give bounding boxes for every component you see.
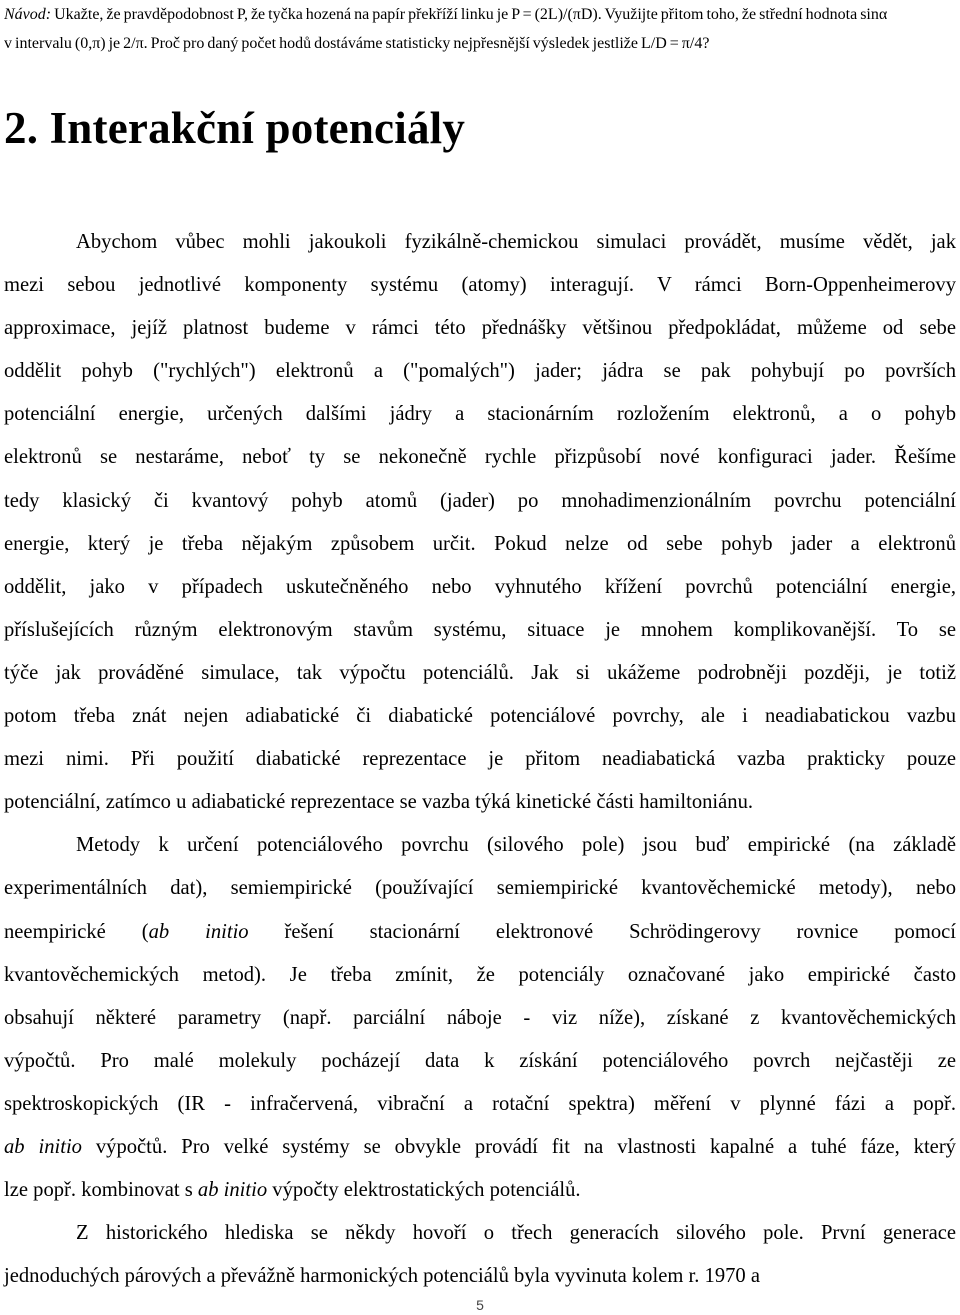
text-line: neempirické (ab initio řešení stacionární elektronové Schrödingerovy rovnice pomocí [4, 920, 957, 943]
page-number: 5 [476, 1297, 484, 1313]
text-line: potenciální energie, určených dalšími jádry a stacionárním rozložením elektronů, a o pohyb [4, 403, 956, 426]
text-line: Metody k určení potenciálového povrchu (silového pole) jsou buď empirické (na základě [76, 834, 956, 857]
text-line: týče jak prováděné simulace, tak výpočtu potenciálů. Jak si ukážeme podrobněji později, je totiž [4, 661, 956, 684]
section-body [4, 221, 956, 1298]
hint-line-1 [4, 0, 956, 29]
text-line: oddělit, jako v případech uskutečněného nebo vyhnutého křížení povrchů potenciální energie, [4, 575, 956, 598]
text-line: Abychom vůbec mohli jakoukoli fyzikálně-chemickou simulaci provádět, musíme vědět, jak [76, 231, 956, 253]
text-line: Z historického hlediska se někdy hovoří o třech generacích silového pole. První generace [76, 1222, 956, 1245]
text-line: elektronů se nestaráme, neboť ty se nekonečně rychle přizpůsobí nové konfiguraci jader. Řešíme [4, 446, 956, 469]
text-line: obsahují některé parametry (např. parciální náboje - viz níže), získané z kvantověchemických [4, 1006, 956, 1029]
text-line: příslušejících různým elektronovým stavům systému, situace je mnohem komplikovanější. To se [4, 618, 956, 641]
text-line: spektroskopických (IR - infračervená, vibrační a rotační spektra) měření v plynné fázi a popř. [4, 1092, 956, 1115]
text-line: kvantověchemických metod). Je třeba zmínit, že potenciály označované jako empirické často [4, 963, 956, 986]
text-line: mezi sebou jednotlivé komponenty systému (atomy) interagují. V rámci Born-Oppenheimerovy [4, 274, 956, 297]
text-line: experimentálních dat), semiempirické (používající semiempirické kvantověchemické metody), nebo [4, 877, 956, 900]
text-line: approximace, jejíž platnost budeme v rámci této přednášky většinou předpokládat, můžeme od sebe [4, 317, 956, 340]
paragraph-1 [4, 221, 956, 824]
hint-text-1: Ukažte, že pravděpodobnost P, že tyčka hozená na papír překříží linku je P = (2L)/(πD). Využijte přitom toho, že střední hodnota sinα [51, 6, 888, 23]
hint-line-2: v intervalu (0,π) je 2/π. Proč pro daný počet hodů dostáváme statisticky nejpřesnější výsledek jestliže L/D = π/4? [4, 35, 710, 52]
text-line: jednoduchých párových a převážně harmonických potenciálů byla vyvinuta kolem r. 1970 a [4, 1265, 760, 1288]
hint-label: Návod: [4, 6, 52, 23]
text-line: výpočtů. Pro malé molekuly pocházejí data k získání potenciálového povrch nejčastěji ze [4, 1049, 956, 1072]
text-line: mezi nimi. Při použití diabatické reprezentace je přitom neadiabatická vazba prakticky pouze [4, 748, 956, 771]
text-line: tedy klasický či kvantový pohyb atomů (jader) po mnohadimenzionálním povrchu potenciální [4, 489, 956, 512]
exercise-hint [4, 0, 956, 58]
text-line: ab initio výpočtů. Pro velké systémy se obvykle provádí fit na vlastnosti kapalné a tuhé fáze, který [4, 1135, 956, 1158]
text-line: oddělit pohyb ("rychlých") elektronů a ("pomalých") jader; jádra se pak pohybují po površích [4, 360, 956, 383]
text-line: lze popř. kombinovat s ab initio výpočty elektrostatických potenciálů. [4, 1179, 581, 1202]
paragraph-3 [4, 1212, 956, 1298]
paragraph-2 [4, 824, 956, 1212]
section-heading: 2. Interakční potenciály [4, 103, 466, 153]
text-line: potenciální, zatímco u adiabatické reprezentace se vazba týká kinetické části hamiltoniánu. [4, 791, 754, 814]
text-line: energie, který je třeba nějakým způsobem určit. Pokud nelze od sebe pohyb jader a elektronů [4, 532, 956, 555]
text-line: potom třeba znát nejen adiabatické či diabatické potenciálové povrchy, ale i neadiabatickou vazbu [4, 705, 956, 728]
